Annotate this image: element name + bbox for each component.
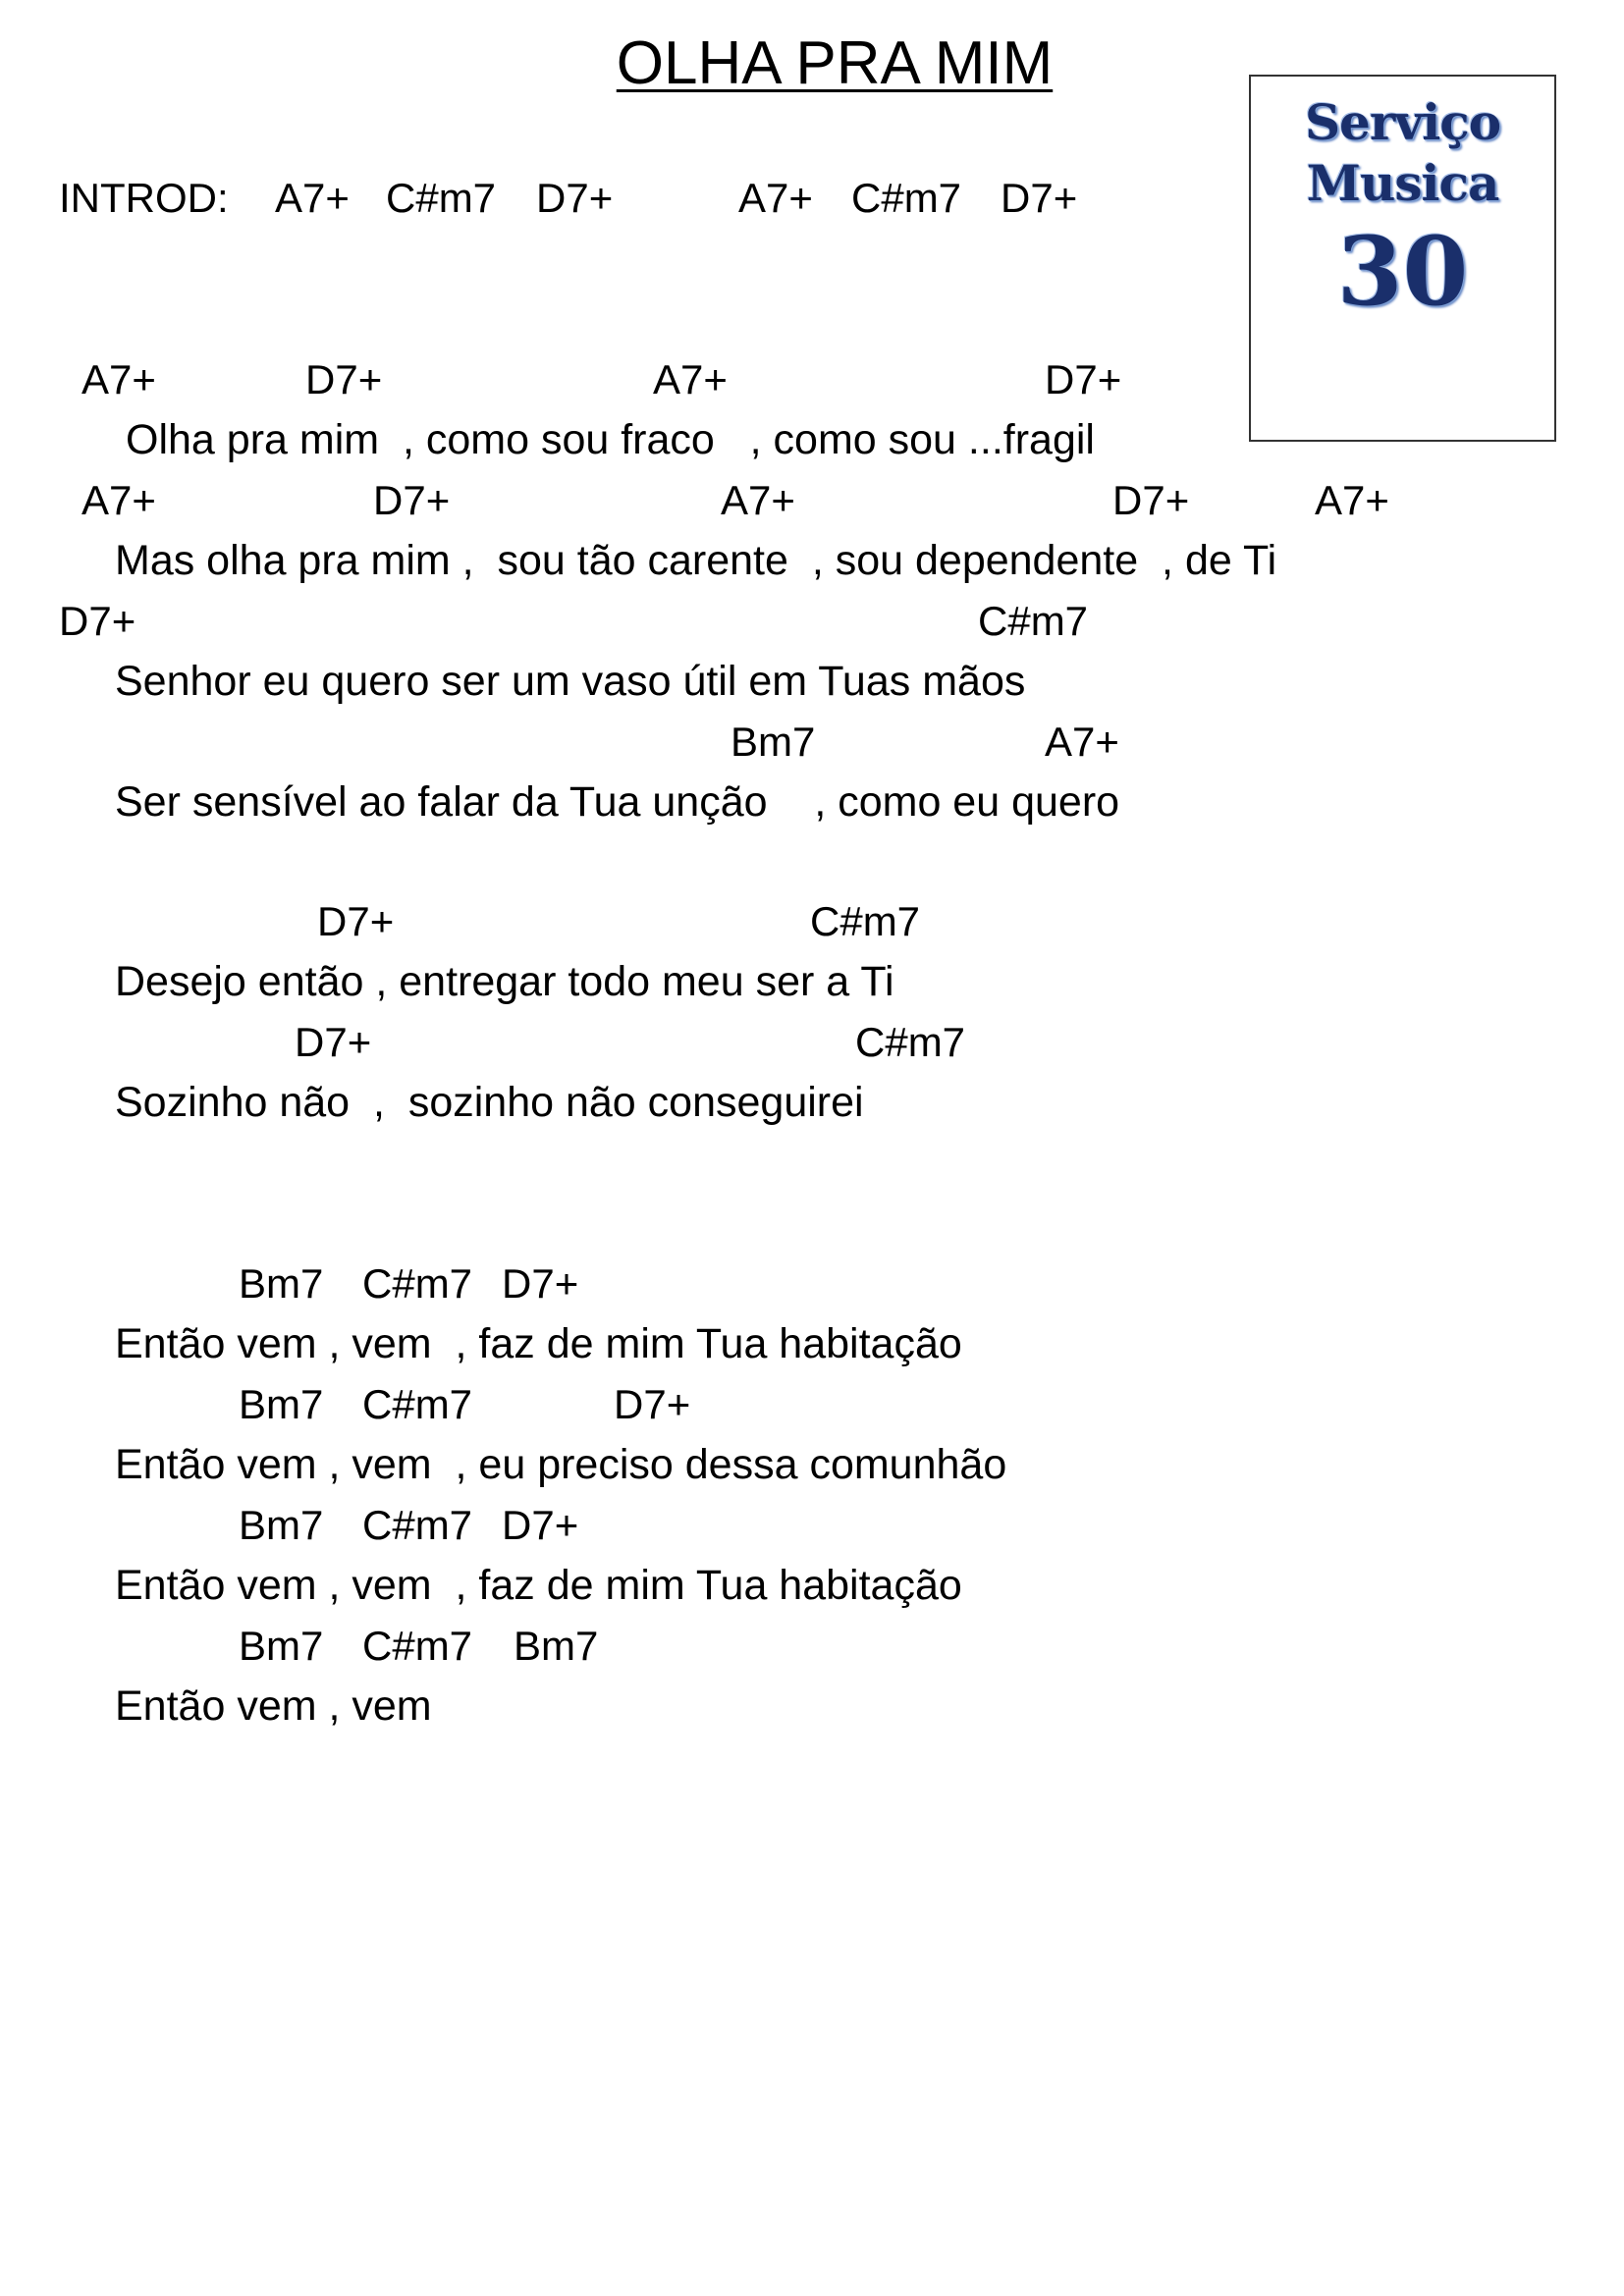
- chord: A7+: [721, 477, 795, 523]
- chord: A7+: [275, 175, 350, 221]
- chord: C#m7: [362, 1381, 473, 1427]
- chord: A7+: [81, 356, 156, 402]
- chord: D7+: [1112, 477, 1190, 523]
- lyric-text: Olha pra mim , como sou fraco , como sou ...fragil: [126, 416, 1095, 463]
- chord: D7+: [317, 898, 395, 944]
- chord: D7+: [305, 356, 383, 402]
- song-title: OLHA PRA MIM: [616, 29, 1054, 97]
- lyric-text: Sozinho não , sozinho não conseguirei: [115, 1079, 864, 1126]
- badge-number: 30: [1336, 216, 1469, 327]
- badge-line1: Serviço: [1304, 93, 1501, 151]
- chord: Bm7: [239, 1260, 324, 1307]
- lyric-text: Então vem , vem , eu preciso dessa comunhão: [115, 1441, 1007, 1488]
- lyric-line: [0, 412, 1453, 467]
- lyric-text: Desejo então , entregar todo meu ser a Ti: [115, 958, 894, 1005]
- chord: Bm7: [239, 1381, 324, 1427]
- chord: A7+: [81, 477, 156, 523]
- lyric-line: [0, 654, 1453, 709]
- lyric-line: [0, 1679, 1453, 1734]
- chord: C#m7: [851, 175, 962, 221]
- chord: D7+: [614, 1381, 691, 1427]
- chord: C#m7: [362, 1502, 473, 1548]
- chord: C#m7: [386, 175, 497, 221]
- chord: D7+: [502, 1502, 579, 1548]
- chord-line: [0, 1377, 1453, 1432]
- chord-line: [0, 352, 1453, 407]
- chord: A7+: [1045, 719, 1119, 765]
- chord: Bm7: [239, 1502, 324, 1548]
- chord: Bm7: [239, 1623, 324, 1669]
- chord: D7+: [295, 1019, 372, 1065]
- chord-line: [0, 1256, 1453, 1311]
- chord-line: [0, 473, 1453, 528]
- chord: A7+: [653, 356, 728, 402]
- chord: D7+: [502, 1260, 579, 1307]
- lyric-text: Então vem , vem: [115, 1682, 432, 1730]
- chord: C#m7: [362, 1623, 473, 1669]
- chord: D7+: [1045, 356, 1122, 402]
- chord: D7+: [1001, 175, 1078, 221]
- lyric-line: [0, 533, 1453, 588]
- intro-label: INTROD:: [59, 175, 229, 221]
- chord: C#m7: [855, 1019, 966, 1065]
- lyric-text: Senhor eu quero ser um vaso útil em Tuas mãos: [115, 658, 1026, 705]
- lyric-text: Então vem , vem , faz de mim Tua habitação: [115, 1562, 962, 1609]
- lyric-text: Então vem , vem , faz de mim Tua habitação: [115, 1320, 962, 1367]
- lyric-line: [0, 1075, 1453, 1130]
- chord: D7+: [536, 175, 614, 221]
- badge-line2: Musica: [1306, 154, 1499, 212]
- chord: A7+: [738, 175, 813, 221]
- lyric-text: Mas olha pra mim , sou tão carente , sou dependente , de Ti: [115, 537, 1277, 584]
- chord-line: [0, 894, 1453, 949]
- chord: C#m7: [362, 1260, 473, 1307]
- lyric-line: [0, 954, 1453, 1009]
- chord-line: [0, 594, 1453, 649]
- chord: Bm7: [514, 1623, 599, 1669]
- chord: A7+: [1315, 477, 1389, 523]
- lyric-line: [0, 1437, 1453, 1492]
- lyric-line: [0, 1558, 1453, 1613]
- chord-line: [0, 1498, 1453, 1553]
- lyric-text: Ser sensível ao falar da Tua unção , como eu quero: [115, 778, 1120, 826]
- chord: C#m7: [810, 898, 921, 944]
- chord: D7+: [373, 477, 451, 523]
- chord: D7+: [59, 598, 136, 644]
- chord-line: [0, 1015, 1453, 1070]
- chord: C#m7: [978, 598, 1089, 644]
- chord-line: [0, 715, 1453, 770]
- chord: Bm7: [731, 719, 816, 765]
- lyric-line: [0, 1316, 1453, 1371]
- chord-line: [0, 1619, 1453, 1674]
- intro-line: [0, 171, 1453, 226]
- lyric-line: [0, 774, 1453, 829]
